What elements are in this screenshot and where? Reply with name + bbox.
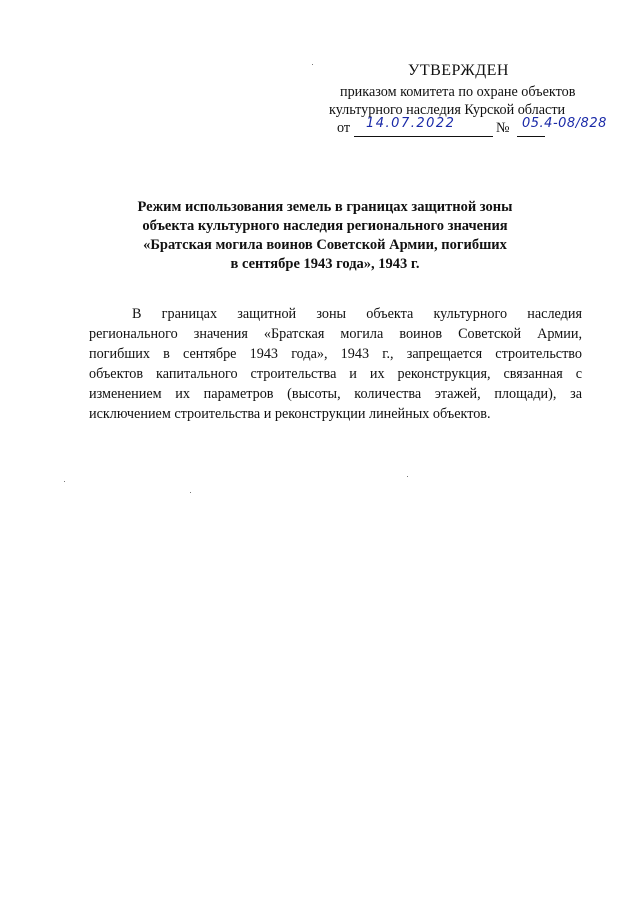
scan-speck (190, 492, 191, 493)
approval-heading: УТВЕРЖДЕН (408, 62, 509, 79)
number-prefix: № (496, 120, 510, 136)
body-line: погибших в сентябре 1943 года», 1943 г., запрещается строительство (89, 346, 582, 362)
body-line: изменением их параметров (высоты, количества этажей, площади), за (89, 386, 582, 402)
approval-order-line: приказом комитета по охране объектов (340, 84, 576, 100)
title-line: Режим использования земель в границах защитной зоны (137, 199, 513, 215)
title-line: объекта культурного наследия регионального значения (142, 218, 508, 234)
scan-speck (312, 64, 313, 65)
date-prefix: от (337, 120, 351, 136)
body-paragraph (89, 304, 582, 424)
scan-speck (407, 476, 408, 477)
handwritten-date: 14.07.2022 (366, 116, 456, 131)
handwritten-number: 05.4-08/828 (522, 116, 607, 131)
body-line: исключением строительства и реконструкции линейных объектов. (89, 406, 491, 422)
title-line: в сентябре 1943 года», 1943 г. (230, 256, 420, 272)
approval-committee-line: культурного наследия Курской области (329, 102, 566, 118)
document-title (100, 198, 550, 274)
scan-speck (64, 481, 65, 482)
body-line: В границах защитной зоны объекта культурного наследия (132, 306, 582, 322)
body-line: регионального значения «Братская могила воинов Советской Армии, (89, 326, 582, 342)
title-line: «Братская могила воинов Советской Армии, погибших (143, 237, 507, 253)
body-line: объектов капитального строительства и их реконструкция, связанная с (89, 366, 582, 382)
